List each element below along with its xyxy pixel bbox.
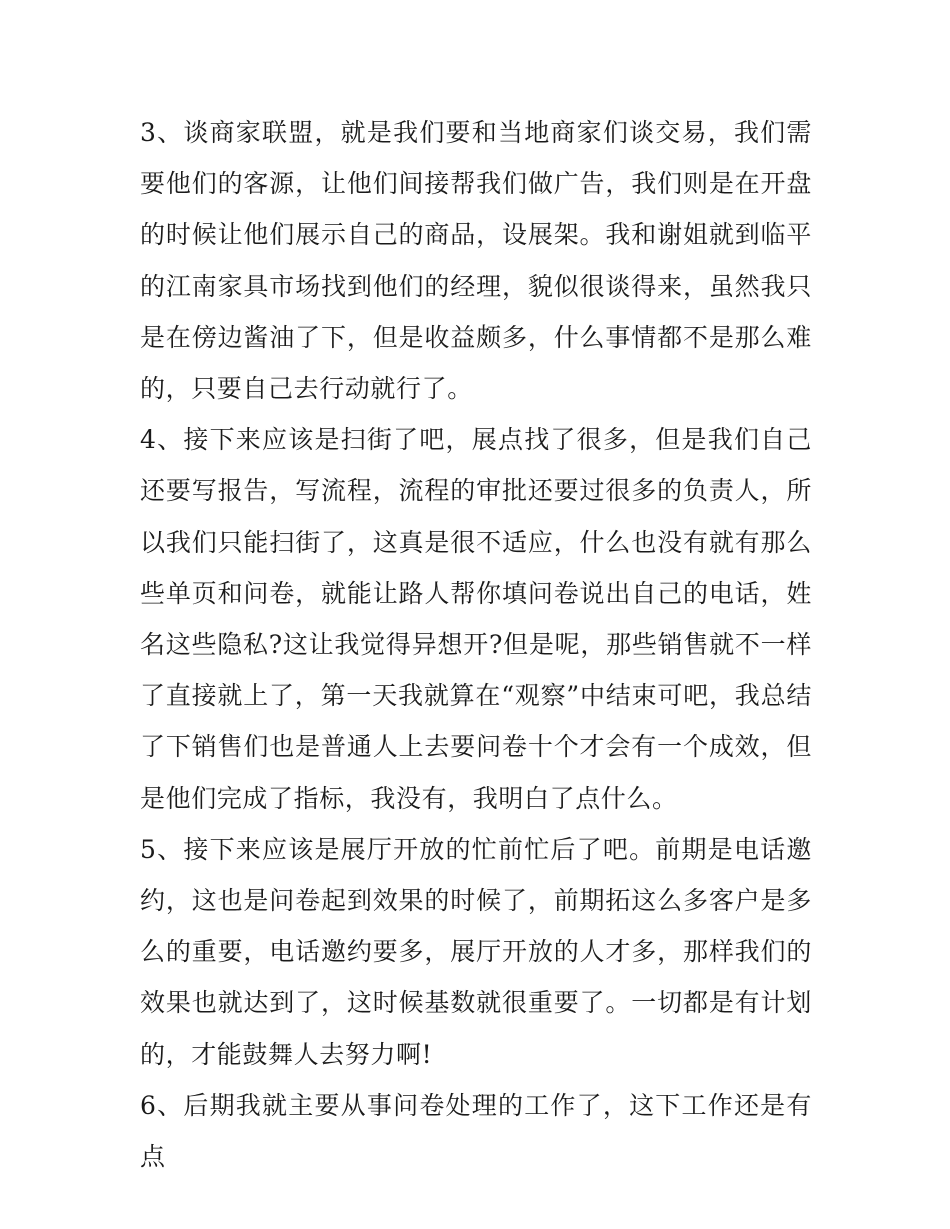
paragraph-6: 6、后期我就主要从事问卷处理的工作了，这下工作还是有点 [140,1090,812,1172]
paragraph-3: 3、谈商家联盟，就是我们要和当地商家们谈交易，我们需要他们的客源，让他们间接帮我们做广告，我们则是在开盘的时候让他们展示自己的商品，设展架。我和谢姐就到临平的江南家具市场找到他们的经理，貌似很谈得来，虽然我只是在傍边酱油了下，但是收益颇多，什么事情都不是那么难的，只要自己去行动就行了。 [140,118,812,404]
paragraph-4: 4、接下来应该是扫街了吧，展点找了很多，但是我们自己还要写报告，写流程，流程的审批还要过很多的负责人，所以我们只能扫街了，这真是很不适应，什么也没有就有那么些单页和问卷，就能让路人帮你填问卷说出自己的电话，姓名这些隐私?这让我觉得异想开?但是呢，那些销售就不一样了直接就上了，第一天我就算在“观察”中结束可吧，我总结了下销售们也是普通人上去要问卷十个才会有一个成效，但是他们完成了指标，我没有，我明白了点什么。 [140,425,812,813]
document-body [140,107,812,1182]
paragraph-5: 5、接下来应该是展厅开放的忙前忙后了吧。前期是电话邀约，这也是问卷起到效果的时候了，前期拓这么多客户是多么的重要，电话邀约要多，展厅开放的人才多，那样我们的效果也就达到了，这时候基数就很重要了。一切都是有计划的，才能鼓舞人去努力啊! [140,834,812,1069]
